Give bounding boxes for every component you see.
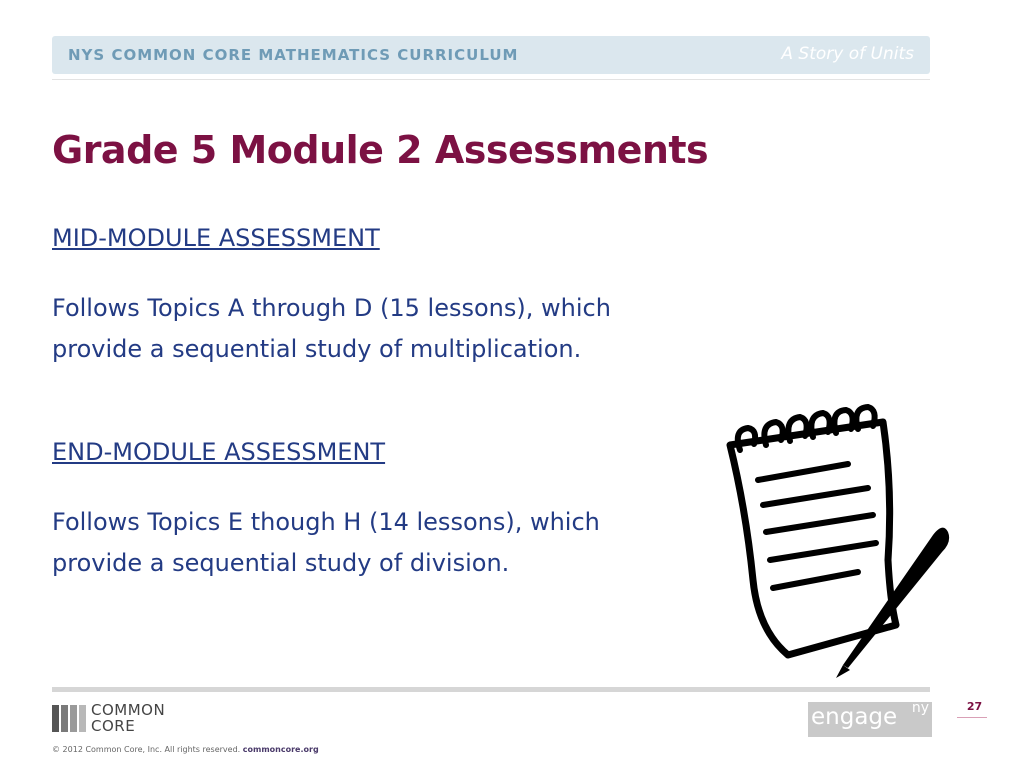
logo-line-2: CORE <box>91 717 136 735</box>
mid-module-heading: MID-MODULE ASSESSMENT <box>52 224 380 252</box>
logo-line-1: COMMON <box>91 701 166 719</box>
notepad-with-pencil-icon <box>718 400 958 680</box>
common-core-logo-icon <box>52 705 86 732</box>
page-number-underline <box>957 717 987 718</box>
end-module-description: Follows Topics E though H (14 lessons), which provide a sequential study of division. <box>52 508 600 577</box>
common-core-wordmark <box>91 702 165 734</box>
copyright-link[interactable]: commoncore.org <box>242 745 319 754</box>
series-label: A Story of Units <box>781 44 914 64</box>
engageny-logo <box>808 702 932 737</box>
curriculum-label: NYS COMMON CORE MATHEMATICS CURRICULUM <box>68 46 519 64</box>
engage-ny-superscript: ny <box>911 700 929 716</box>
header-divider <box>52 79 930 80</box>
copyright-notice <box>52 745 319 754</box>
page-number: 27 <box>966 700 983 713</box>
mid-module-description: Follows Topics A through D (15 lessons), which provide a sequential study of multiplication. <box>52 294 611 363</box>
end-module-heading: END-MODULE ASSESSMENT <box>52 438 386 466</box>
copyright-text: © 2012 Common Core, Inc. All rights reserved. <box>52 745 241 754</box>
slide-title: Grade 5 Module 2 Assessments <box>52 128 709 172</box>
footer-divider <box>52 687 930 692</box>
engage-word: engage <box>811 704 898 730</box>
header-bar <box>52 36 930 74</box>
